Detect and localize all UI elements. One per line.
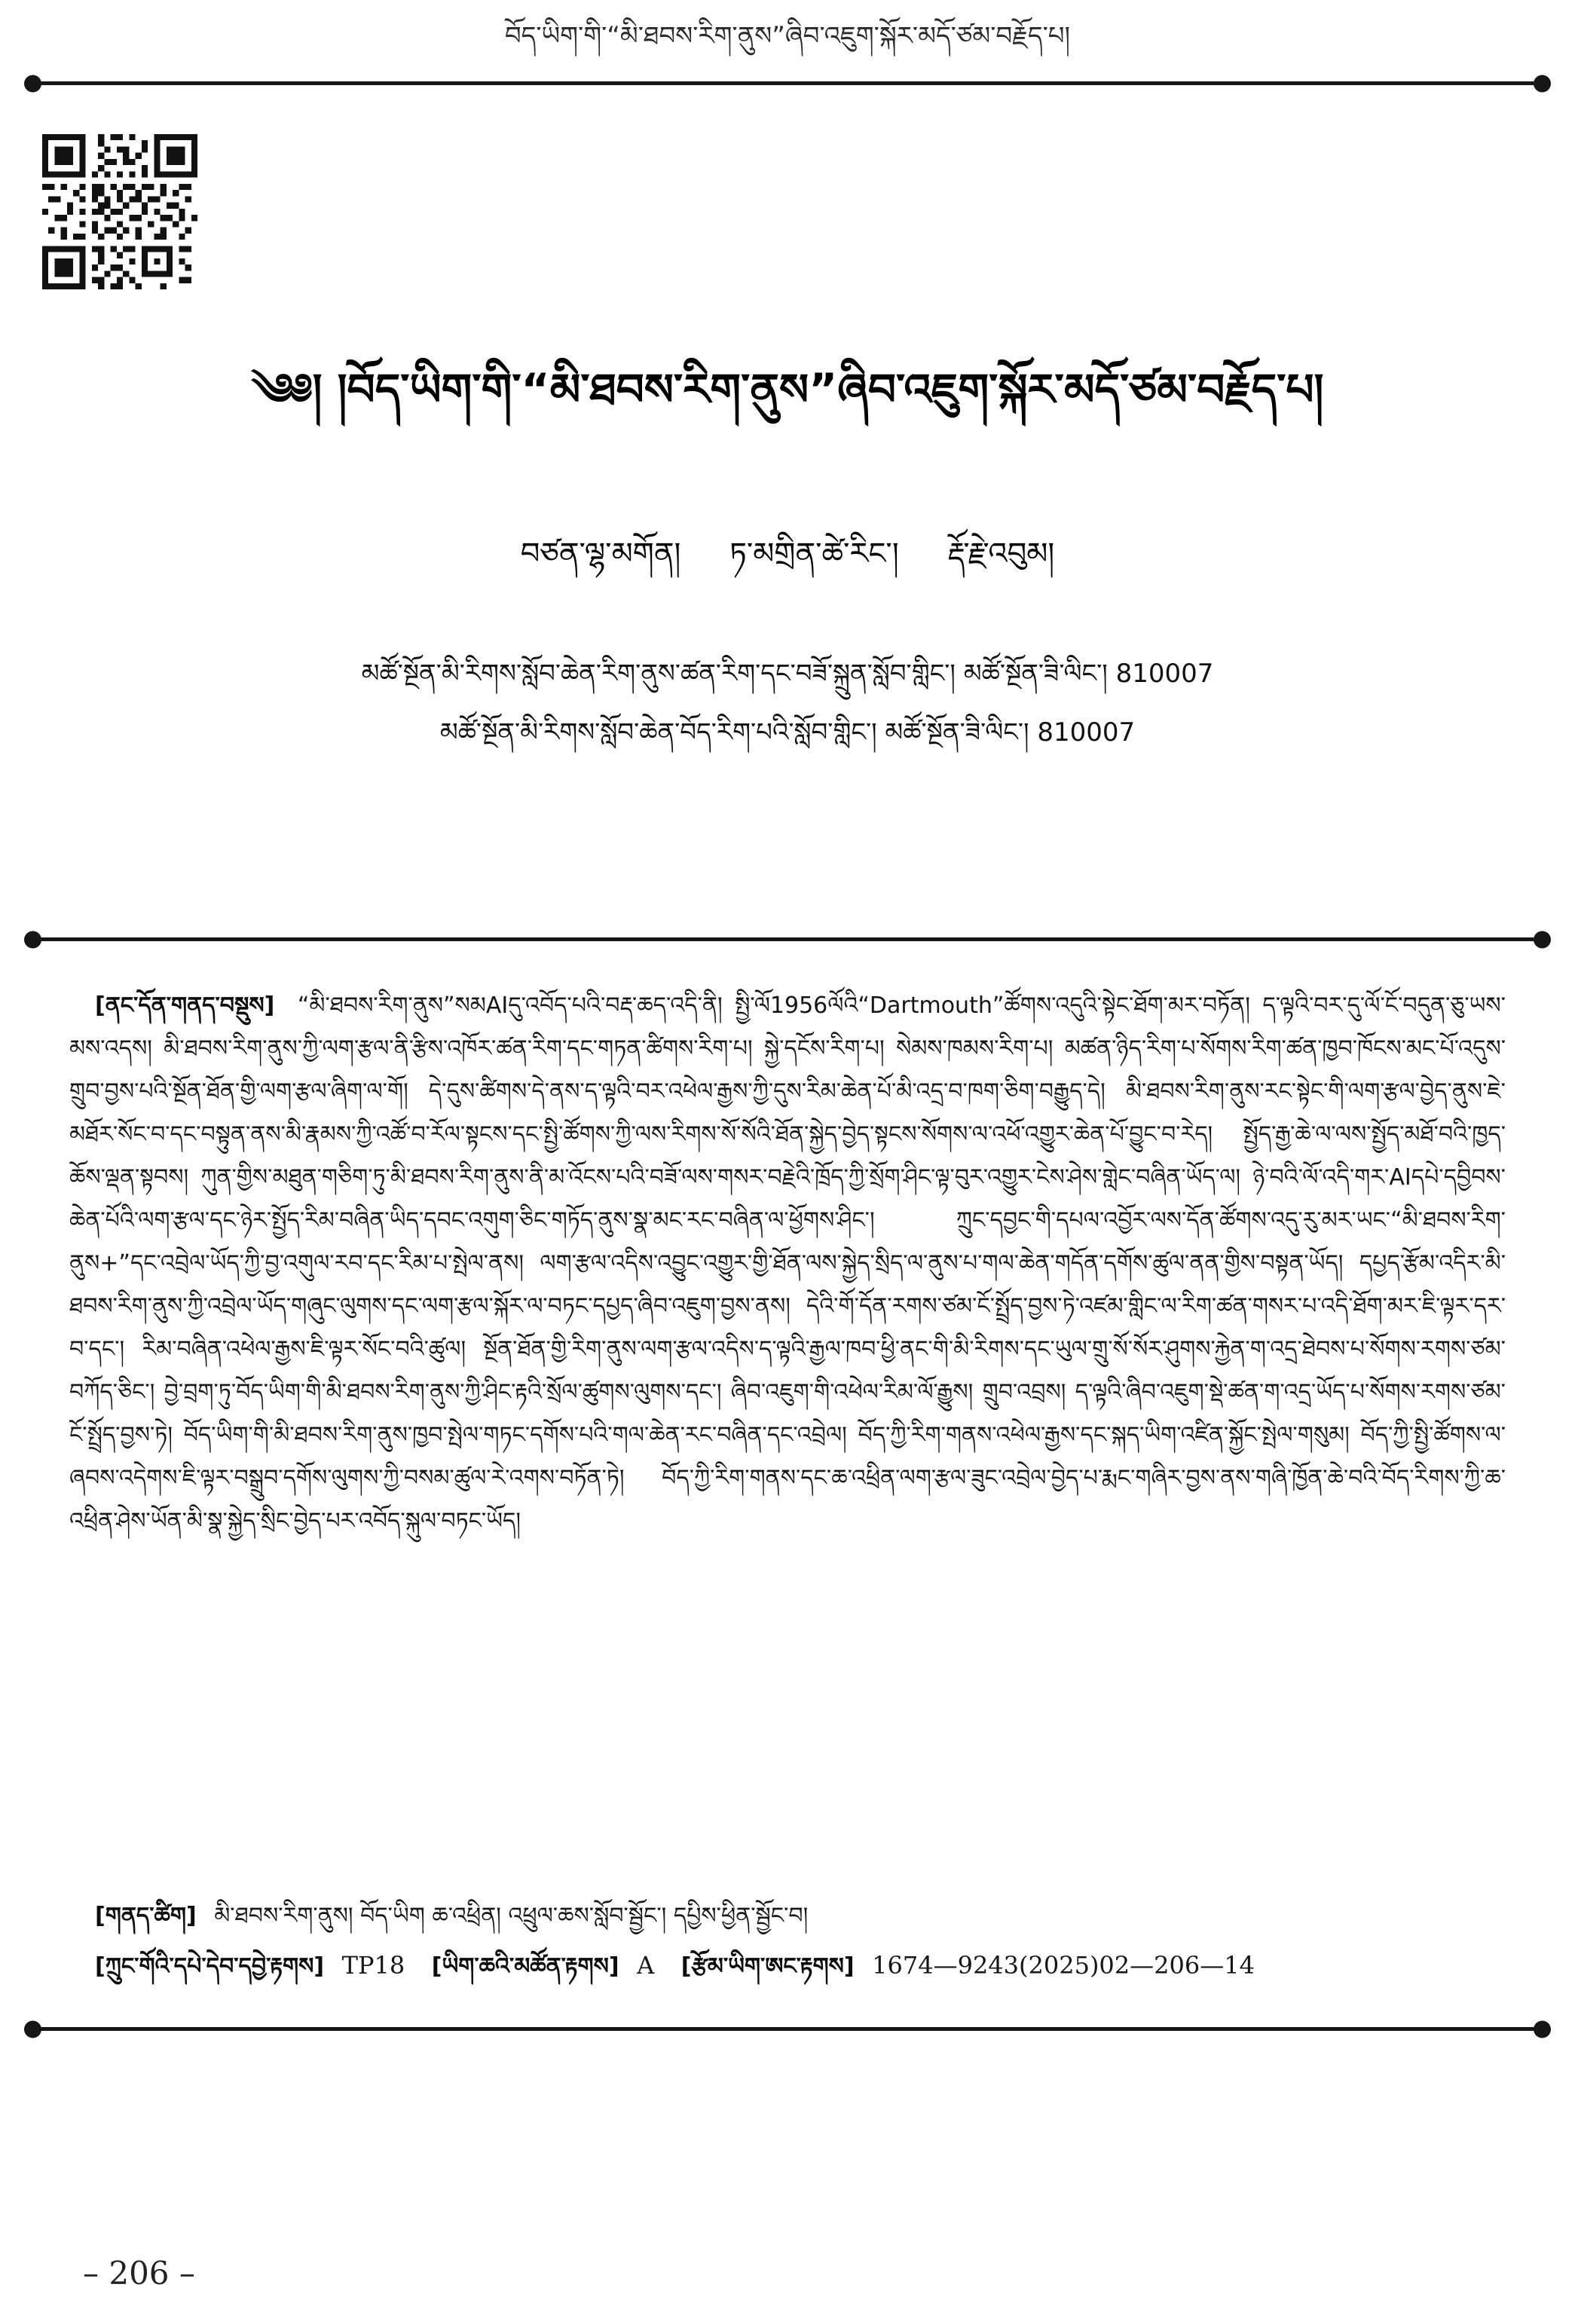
clc-value: TP18	[341, 1951, 405, 1980]
page-number: – 206 –	[83, 2255, 195, 2292]
author-name-2: ཏ་མགྲིན་ཚེ་རིང་།	[729, 537, 899, 571]
middle-divider	[27, 937, 1548, 941]
doc-code-label: [ཡིག་ཆའི་མཚོན་རྟགས]	[431, 1953, 619, 1980]
article-id-label: [རྩོམ་ཡིག་ཨང་རྟགས]	[680, 1953, 855, 1980]
qr-code	[42, 134, 197, 289]
divider-dot-right	[1534, 75, 1551, 92]
abstract-paragraph	[69, 984, 1506, 1885]
article-id-value: 1674—9243(2025)02—206—14	[872, 1951, 1255, 1980]
clc-label: [ཀྲུང་གོའི་དཔེ་དེབ་དབྱེ་རྟགས]	[95, 1953, 325, 1980]
divider-dot-right	[1534, 2020, 1551, 2038]
article-title: ༄༅། །བོད་ཡིག་གི་“མི་ཐབས་རིག་ནུས”ཞིབ་འཇུག་སྐོར་མདོ་ཙམ་བརྗོད་པ།	[251, 364, 1324, 415]
doc-code-value: A	[637, 1951, 655, 1980]
keywords-label: [གནད་ཚིག]	[95, 1903, 197, 1929]
author-name-1: བཙན་ལྷ་མགོན།	[520, 537, 681, 571]
author-name-3: རྡོ་རྗེ་འབུམ།	[947, 537, 1055, 571]
abstract-text: “མི་ཐབས་རིག་ནུས”སམAIདུ་འབོད་པའི་བརྡ་ཆད་འདི་ནི། སྤྱི་ལོ1956ལོའི“Dartmouth”ཚོགས་འདུའི་སྟེང་ཐོག་མར་བཏོན། ད་ལྟའི་བར་དུ་ལོ་ངོ་བདུན་ཅུ་ཡས་མས་འདས། མི་ཐབས་རིག་ནུས་ཀྱི་ལག་རྩལ་ནི་རྩིས་འཁོར་ཚན་རིག་དང་གཏན་ཚིགས་རིག་པ། སྐྱེ་དངོས་རིག་པ། སེམས་ཁམས་རིག་པ། མཚན་ཉིད་རིག་པ་སོགས་རིག་ཚན་ཁྱབ་ཁོངས་མང་པོ་འདུས་གྲུབ་བྱས་པའི་སྔོན་ཐོན་གྱི་ལག་རྩལ་ཞིག་ལ་གོ། དེ་དུས་ཚིགས་དེ་ནས་ད་ལྟའི་བར་འཕེལ་རྒྱས་ཀྱི་དུས་རིམ་ཆེན་པོ་མི་འདྲ་བ་ཁག་ཅིག་བརྒྱུད་དེ། མི་ཐབས་རིག་ནུས་རང་སྟེང་གི་ལག་རྩལ་བྱེད་ནུས་ཇེ་མཐོར་སོང་བ་དང་བསྟུན་ནས་མི་རྣམས་ཀྱི་འཚོ་བ་རོལ་སྟངས་དང་སྤྱི་ཚོགས་ཀྱི་ལས་རིགས་སོ་སོའི་ཐོན་སྐྱེད་བྱེད་སྟངས་སོགས་ལ་འཕོ་འགྱུར་ཆེན་པོ་བྱུང་བ་རེད། སྤྱོད་རྒྱ་ཆེ་ལ་ལས་སྤྱོད་མཐོ་བའི་ཁྱད་ཆོས་ལྡན་སྟབས། ཀུན་གྱིས་མཐུན་གཅིག་ཏུ་མི་ཐབས་རིག་ནུས་ནི་མ་འོངས་པའི་བཟོ་ལས་གསར་བརྗེའི་ཁྲོད་ཀྱི་སྲོག་ཤིང་ལྟ་བུར་འགྱུར་ངེས་ཤེས་གླེང་བཞིན་ཡོད་ལ། ཉེ་བའི་ལོ་འདི་གར་AIདཔེ་དབྱིབས་ཆེན་པོའི་ལག་རྩལ་དང་ཉེར་སྤྱོད་རིམ་བཞིན་ཡིད་དབང་འགུག་ཅིང་གཏོད་ནུས་སྣ་མང་རང་བཞིན་ལ་ཕྱོགས་ཤིང་། ཀྲུང་དབྱང་གི་དཔལ་འབྱོར་ལས་དོན་ཚོགས་འདུ་རུ་མར་ཡང་“མི་ཐབས་རིག་ནུས+”དང་འབྲེལ་ཡོད་ཀྱི་བྱ་འགུལ་རབ་དང་རིམ་པ་སྤེལ་ནས། ལག་རྩལ་འདིས་འབྱུང་འགྱུར་གྱི་ཐོན་ལས་སྐྱེད་སྲིད་ལ་ནུས་པ་གལ་ཆེན་གདོན་དགོས་ཚུལ་ནན་གྱིས་བསྟན་ཡོད། དཔྱད་རྩོམ་འདིར་མི་ཐབས་རིག་ནུས་ཀྱི་འབྲེལ་ཡོད་གཞུང་ལུགས་དང་ལག་རྩལ་སྐོར་ལ་བཏང་དཔྱད་ཞིབ་འཇུག་བྱས་ནས། དེའི་གོ་དོན་རགས་ཙམ་ངོ་སྤྲོད་བྱས་ཏེ་འཛམ་གླིང་ལ་རིག་ཚན་གསར་པ་འདི་ཐོག་མར་ཇི་ལྟར་དར་བ་དང་། རིམ་བཞིན་འཕེལ་རྒྱས་ཇི་ལྟར་སོང་བའི་ཚུལ། སྔོན་ཐོན་གྱི་རིག་ནུས་ལག་རྩལ་འདིས་ད་ལྟའི་རྒྱལ་ཁབ་ཕྱི་ནང་གི་མི་རིགས་དང་ཡུལ་གྲུ་སོ་སོར་ཤུགས་རྐྱེན་ག་འདྲ་ཐེབས་པ་སོགས་རགས་ཙམ་བཀོད་ཅིང་། བྱེ་བྲག་ཏུ་བོད་ཡིག་གི་མི་ཐབས་རིག་ནུས་ཀྱི་ཤིང་རྟའི་སྲོལ་ཚུགས་ལུགས་དང་། ཞིབ་འཇུག་གི་འཕེལ་རིམ་ལོ་རྒྱུས། གྲུབ་འབྲས། ད་ལྟའི་ཞིབ་འཇུག་སྡེ་ཚན་ག་འདྲ་ཡོད་པ་སོགས་རགས་ཙམ་ངོ་སྤྲོད་བྱས་ཏེ། བོད་ཡིག་གི་མི་ཐབས་རིག་ནུས་ཁྱབ་སྤེལ་གཏང་དགོས་པའི་གལ་ཆེན་རང་བཞིན་དང་འབྲེལ། བོད་ཀྱི་རིག་གནས་འཕེལ་རྒྱས་དང་སྐད་ཡིག་འཛིན་སྐྱོང་སྤེལ་གསུམ། བོད་ཀྱི་སྤྱི་ཚོགས་ལ་ཞབས་འདེགས་ཇི་ལྟར་བསྒྲུབ་དགོས་ལུགས་ཀྱི་བསམ་ཚུལ་རེ་འགས་བཏོན་ཏེ། བོད་ཀྱི་རིག་གནས་དང་ཆ་འཕྲིན་ལག་རྩལ་ཟུང་འབྲེལ་བྱེད་པ་རྨང་གཞིར་བྱས་ནས་གཞི་ཁྱོན་ཆེ་བའི་བོད་རིགས་ཀྱི་ཆ་འཕྲིན་ཤེས་ཡོན་མི་སྣ་སྐྱེད་སྲིང་བྱེད་པར་འབོད་སྐུལ་བཏང་ཡོད།	[69, 992, 1506, 1534]
keywords-line	[69, 1894, 1506, 1937]
divider-dot-left	[24, 2020, 41, 2038]
running-title: བོད་ཡིག་གི་“མི་ཐབས་རིག་ནུས”ཞིབ་འཇུག་སྐོར་མདོ་ཙམ་བརྗོད་པ།	[504, 21, 1071, 51]
divider-dot-right	[1534, 931, 1551, 948]
top-divider	[27, 81, 1548, 85]
classification-line	[69, 1944, 1506, 1988]
bottom-divider	[27, 2027, 1548, 2031]
keywords-text: མི་ཐབས་རིག་ནུས། བོད་ཡིག ཆ་འཕྲིན། འཕྲུལ་ཆས་སློབ་སྦྱོང་། དཔྱིས་ཕྱིན་སྦྱོང་བ།	[214, 1903, 809, 1929]
author-list	[0, 526, 1575, 582]
abstract-label: [ནང་དོན་གནད་བསྡུས]	[95, 992, 275, 1019]
divider-dot-left	[24, 931, 41, 948]
divider-dot-left	[24, 75, 41, 92]
affiliation-line-2: མཚོ་སྔོན་མི་རིགས་སློབ་ཆེན་བོད་རིག་པའི་སློབ་གླིང་། མཚོ་སྔོན་ཟི་ལིང་། 810007	[439, 717, 1136, 748]
affiliation-line-1: མཚོ་སྔོན་མི་རིགས་སློབ་ཆེན་རིག་ནུས་ཚན་རིག་དང་བཟོ་སྐྲུན་སློབ་གླིང་། མཚོ་སྔོན་ཟི་ལིང་། 810007	[361, 659, 1214, 689]
